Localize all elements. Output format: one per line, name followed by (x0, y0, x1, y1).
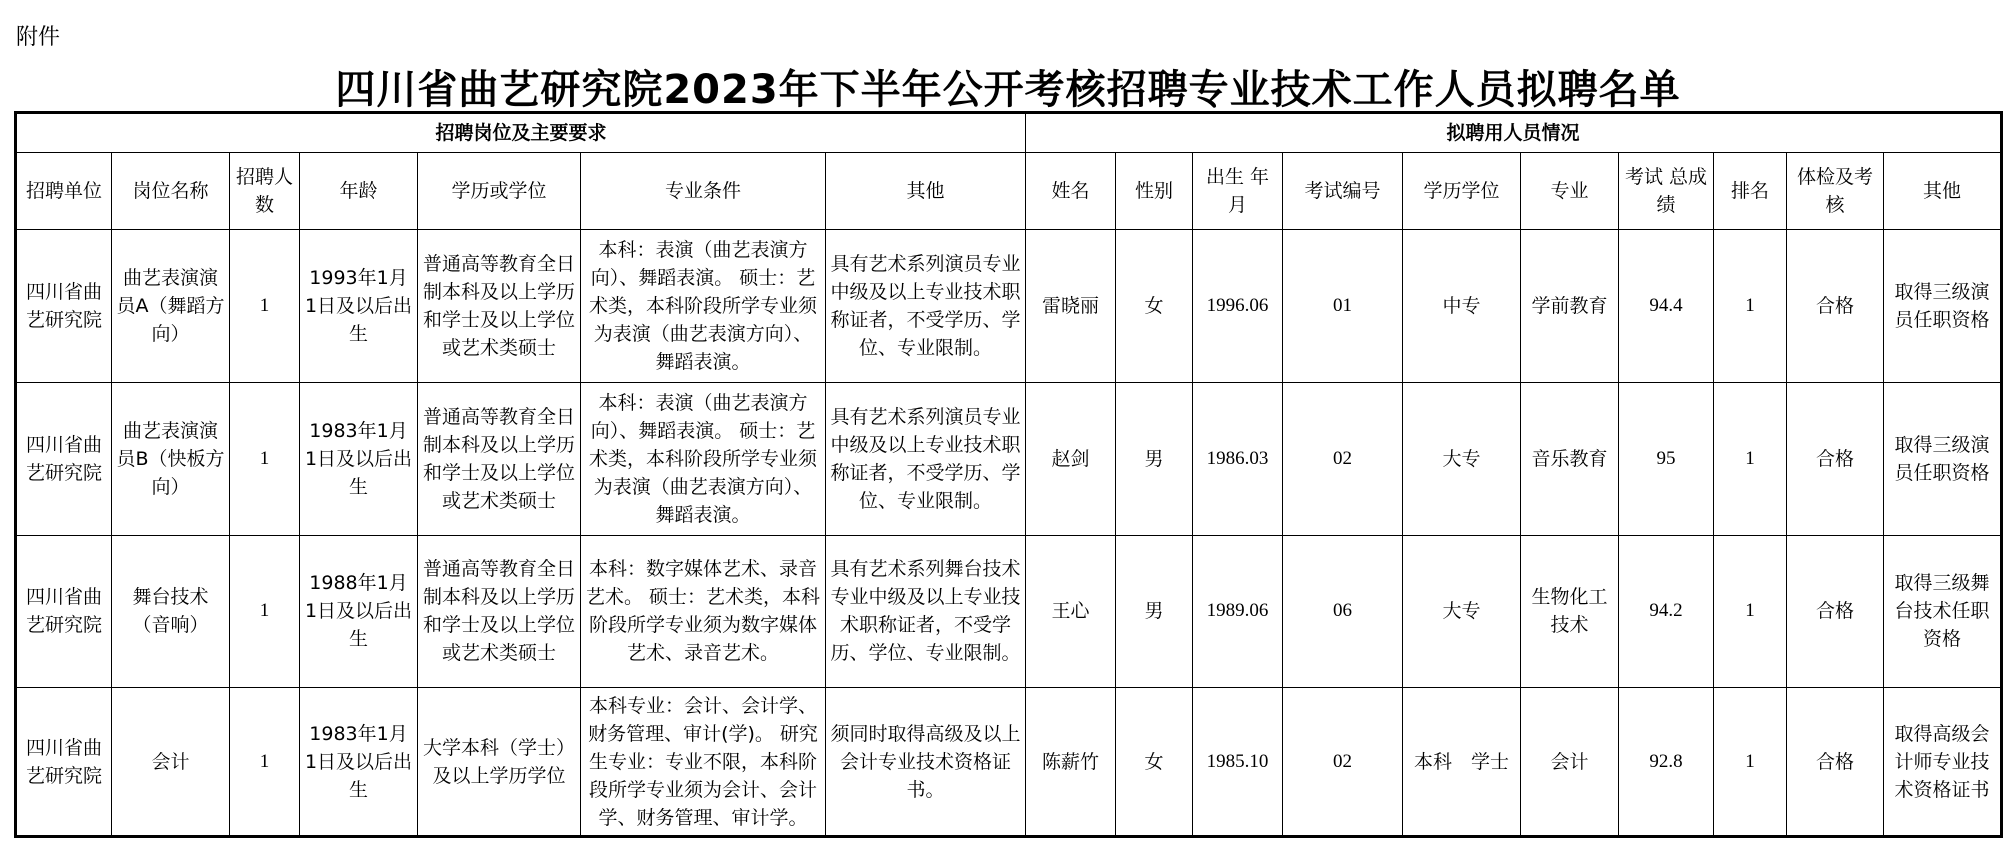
age-cell: 1983年1月1日及以后出生 (300, 688, 418, 837)
major-cell: 本科：表演（曲艺表演方向）、舞蹈表演。 硕士：艺术类，本科阶段所学专业须为表演（曲艺表演方向）、舞蹈表演。 (581, 382, 826, 535)
table-row (16, 535, 2002, 688)
exam-number-cell: 06 (1283, 535, 1403, 688)
column-header: 年龄 (300, 153, 418, 230)
column-header: 其他 (826, 153, 1026, 230)
score-cell: 95 (1619, 382, 1714, 535)
count-cell: 1 (230, 382, 300, 535)
birth-cell: 1985.10 (1193, 688, 1283, 837)
degree-cell: 本科 学士 (1403, 688, 1521, 837)
gender-cell: 男 (1116, 382, 1193, 535)
requirement-other-cell: 具有艺术系列演员专业中级及以上专业技术职称证者，不受学历、学位、专业限制。 (826, 382, 1026, 535)
education-cell: 普通高等教育全日制本科及以上学历和学士及以上学位或艺术类硕士 (418, 382, 581, 535)
column-header-row (16, 153, 2002, 230)
table-row (16, 382, 2002, 535)
check-cell: 合格 (1787, 535, 1884, 688)
major-cell: 本科：数字媒体艺术、录音艺术。 硕士：艺术类，本科阶段所学专业须为数字媒体艺术、录音艺术。 (581, 535, 826, 688)
column-header: 考试 总成绩 (1619, 153, 1714, 230)
document-title: 四川省曲艺研究院2023年下半年公开考核招聘专业技术工作人员拟聘名单 (335, 67, 1681, 113)
birth-cell: 1986.03 (1193, 382, 1283, 535)
column-header: 考试编号 (1283, 153, 1403, 230)
specialty-cell: 生物化工技术 (1521, 535, 1619, 688)
age-cell: 1988年1月1日及以后出生 (300, 535, 418, 688)
degree-cell: 大专 (1403, 535, 1521, 688)
unit-cell: 四川省曲艺研究院 (16, 382, 112, 535)
column-header: 专业 (1521, 153, 1619, 230)
note-cell: 取得三级舞台技术任职资格 (1884, 535, 2002, 688)
specialty-cell: 学前教育 (1521, 230, 1619, 383)
birth-cell: 1989.06 (1193, 535, 1283, 688)
requirement-other-cell: 具有艺术系列舞台技术专业中级及以上专业技术职称证者，不受学历、学位、专业限制。 (826, 535, 1026, 688)
table-row (16, 688, 2002, 837)
exam-number-cell: 02 (1283, 382, 1403, 535)
score-cell: 92.8 (1619, 688, 1714, 837)
name-cell: 雷晓丽 (1026, 230, 1116, 383)
gender-cell: 女 (1116, 230, 1193, 383)
column-header: 性别 (1116, 153, 1193, 230)
column-header: 其他 (1884, 153, 2002, 230)
rank-cell: 1 (1714, 382, 1787, 535)
rank-cell: 1 (1714, 688, 1787, 837)
position-cell: 舞台技术（音响） (112, 535, 230, 688)
name-cell: 赵剑 (1026, 382, 1116, 535)
education-cell: 普通高等教育全日制本科及以上学历和学士及以上学位或艺术类硕士 (418, 230, 581, 383)
specialty-cell: 音乐教育 (1521, 382, 1619, 535)
unit-cell: 四川省曲艺研究院 (16, 535, 112, 688)
degree-cell: 中专 (1403, 230, 1521, 383)
note-cell: 取得三级演员任职资格 (1884, 382, 2002, 535)
unit-cell: 四川省曲艺研究院 (16, 688, 112, 837)
degree-cell: 大专 (1403, 382, 1521, 535)
column-header: 专业条件 (581, 153, 826, 230)
check-cell: 合格 (1787, 230, 1884, 383)
score-cell: 94.4 (1619, 230, 1714, 383)
birth-cell: 1996.06 (1193, 230, 1283, 383)
check-cell: 合格 (1787, 382, 1884, 535)
unit-cell: 四川省曲艺研究院 (16, 230, 112, 383)
gender-cell: 男 (1116, 535, 1193, 688)
position-cell: 曲艺表演演员B（快板方向） (112, 382, 230, 535)
requirement-other-cell: 具有艺术系列演员专业中级及以上专业技术职称证者，不受学历、学位、专业限制。 (826, 230, 1026, 383)
note-cell: 取得三级演员任职资格 (1884, 230, 2002, 383)
group-header-position: 招聘岗位及主要要求 (16, 113, 1026, 153)
score-cell: 94.2 (1619, 535, 1714, 688)
column-header: 招聘人数 (230, 153, 300, 230)
exam-number-cell: 02 (1283, 688, 1403, 837)
name-cell: 陈薪竹 (1026, 688, 1116, 837)
major-cell: 本科：表演（曲艺表演方向）、舞蹈表演。 硕士：艺术类，本科阶段所学专业须为表演（曲艺表演方向）、舞蹈表演。 (581, 230, 826, 383)
note-cell: 取得高级会计师专业技术资格证书 (1884, 688, 2002, 837)
requirement-other-cell: 须同时取得高级及以上会计专业技术资格证书。 (826, 688, 1026, 837)
age-cell: 1993年1月1日及以后出生 (300, 230, 418, 383)
name-cell: 王心 (1026, 535, 1116, 688)
column-header: 招聘单位 (16, 153, 112, 230)
column-header: 出生 年月 (1193, 153, 1283, 230)
education-cell: 普通高等教育全日制本科及以上学历和学士及以上学位或艺术类硕士 (418, 535, 581, 688)
column-header: 体检及考核 (1787, 153, 1884, 230)
count-cell: 1 (230, 230, 300, 383)
table-body (16, 230, 2002, 837)
count-cell: 1 (230, 535, 300, 688)
group-header-candidate: 拟聘用人员情况 (1026, 113, 2002, 153)
rank-cell: 1 (1714, 230, 1787, 383)
check-cell: 合格 (1787, 688, 1884, 837)
exam-number-cell: 01 (1283, 230, 1403, 383)
gender-cell: 女 (1116, 688, 1193, 837)
column-header: 排名 (1714, 153, 1787, 230)
rank-cell: 1 (1714, 535, 1787, 688)
column-header: 姓名 (1026, 153, 1116, 230)
column-header: 岗位名称 (112, 153, 230, 230)
position-cell: 曲艺表演演员A（舞蹈方向） (112, 230, 230, 383)
education-cell: 大学本科（学士）及以上学历学位 (418, 688, 581, 837)
major-cell: 本科专业：会计、会计学、财务管理、审计(学)。 研究生专业：专业不限，本科阶段所学专业须为会计、会计学、财务管理、审计学。 (581, 688, 826, 837)
table-row (16, 230, 2002, 383)
candidate-table (14, 111, 2003, 838)
position-cell: 会计 (112, 688, 230, 837)
column-header: 学历或学位 (418, 153, 581, 230)
attachment-label: 附件 (16, 25, 61, 50)
count-cell: 1 (230, 688, 300, 837)
age-cell: 1983年1月1日及以后出生 (300, 382, 418, 535)
specialty-cell: 会计 (1521, 688, 1619, 837)
column-header: 学历学位 (1403, 153, 1521, 230)
